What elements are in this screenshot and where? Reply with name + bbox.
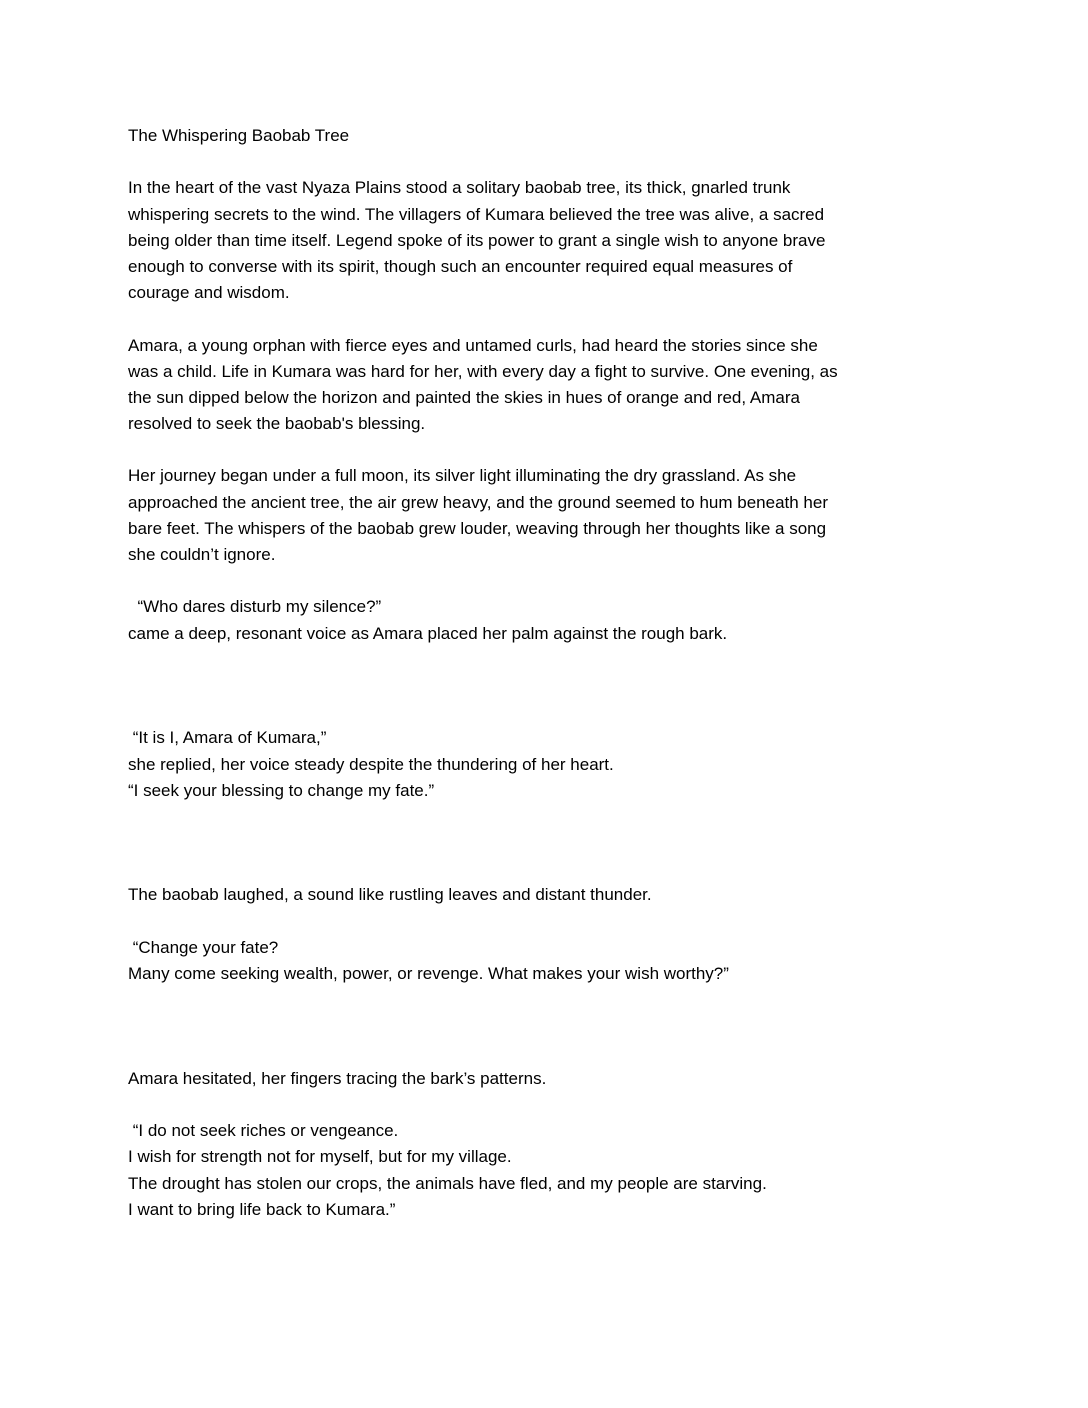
paragraph-intro (128, 175, 1008, 306)
blank-line (128, 1092, 1008, 1118)
blank-line (128, 149, 1008, 175)
text-line: she couldn’t ignore. (128, 545, 276, 564)
text-line: “It is I, Amara of Kumara,” (128, 728, 327, 748)
text-line: came a deep, resonant voice as Amara placed her palm against the rough bark. (128, 623, 728, 643)
text-line: I wish for strength not for myself, but for my village. (128, 1147, 512, 1167)
blank-line (128, 437, 1008, 463)
text-line: resolved to seek the baobab's blessing. (128, 414, 426, 434)
text-line: The baobab laughed, a sound like rustling leaves and distant thunder. (128, 885, 652, 905)
text-line: whispering secrets to the wind. The villagers of Kumara believed the tree was alive, a sacred (128, 204, 825, 224)
document-content (128, 123, 1008, 1223)
text-line: Amara, a young orphan with fierce eyes and untamed curls, had heard the stories since she (128, 335, 818, 355)
text-line: “I seek your blessing to change my fate.” (128, 780, 435, 800)
blank-line (128, 987, 1008, 1013)
text-line: Many come seeking wealth, power, or revenge. What makes your wish worthy?” (128, 964, 729, 983)
narration-amara-hesitated (128, 1066, 1008, 1092)
text-line: In the heart of the vast Nyaza Plains stood a solitary baobab tree, its thick, gnarled trunk (128, 178, 791, 198)
text-line: Her journey began under a full moon, its silver light illuminating the dry grassland. As she (128, 466, 797, 486)
dialogue-amara-first (128, 725, 1008, 804)
text-line: “Who dares disturb my silence?” (128, 597, 382, 617)
text-line: she replied, her voice steady despite the thundering of her heart. (128, 754, 614, 774)
text-line: the sun dipped below the horizon and painted the skies in hues of orange and red, Amara (128, 387, 800, 407)
dialogue-baobab-first (128, 594, 1008, 646)
blank-line (128, 830, 1008, 856)
text-line: “I do not seek riches or vengeance. (128, 1121, 399, 1141)
page-title: The Whispering Baobab Tree (128, 126, 350, 145)
text-line: bare feet. The whispers of the baobab grew louder, weaving through her thoughts like a song (128, 518, 827, 538)
dialogue-baobab-second (128, 935, 1008, 987)
text-line: courage and wisdom. (128, 283, 290, 303)
blank-line (128, 306, 1008, 332)
paragraph-amara (128, 333, 1008, 438)
text-line: was a child. Life in Kumara was hard for her, with every day a fight to survive. One evening, as (128, 361, 838, 381)
text-line: being older than time itself. Legend spoke of its power to grant a single wish to anyone brave (128, 230, 826, 250)
blank-line (128, 909, 1008, 935)
text-line: Amara hesitated, her fingers tracing the bark’s patterns. (128, 1068, 547, 1088)
text-line: enough to converse with its spirit, though such an encounter required equal measures of (128, 256, 793, 276)
blank-line (128, 1013, 1008, 1039)
blank-line (128, 568, 1008, 594)
blank-line (128, 856, 1008, 882)
document-title (128, 123, 1008, 149)
text-line: I want to bring life back to Kumara.” (128, 1199, 396, 1219)
blank-line (128, 673, 1008, 699)
text-line: approached the ancient tree, the air grew heavy, and the ground seemed to hum beneath her (128, 492, 828, 512)
blank-line (128, 804, 1008, 830)
blank-line (128, 699, 1008, 725)
blank-line (128, 1040, 1008, 1066)
text-line: The drought has stolen our crops, the animals have fled, and my people are starving. (128, 1173, 767, 1193)
narration-baobab-laughed (128, 882, 1008, 908)
blank-line (128, 647, 1008, 673)
dialogue-amara-second (128, 1118, 1008, 1223)
paragraph-journey (128, 463, 1008, 568)
text-line: “Change your fate? (128, 937, 279, 957)
